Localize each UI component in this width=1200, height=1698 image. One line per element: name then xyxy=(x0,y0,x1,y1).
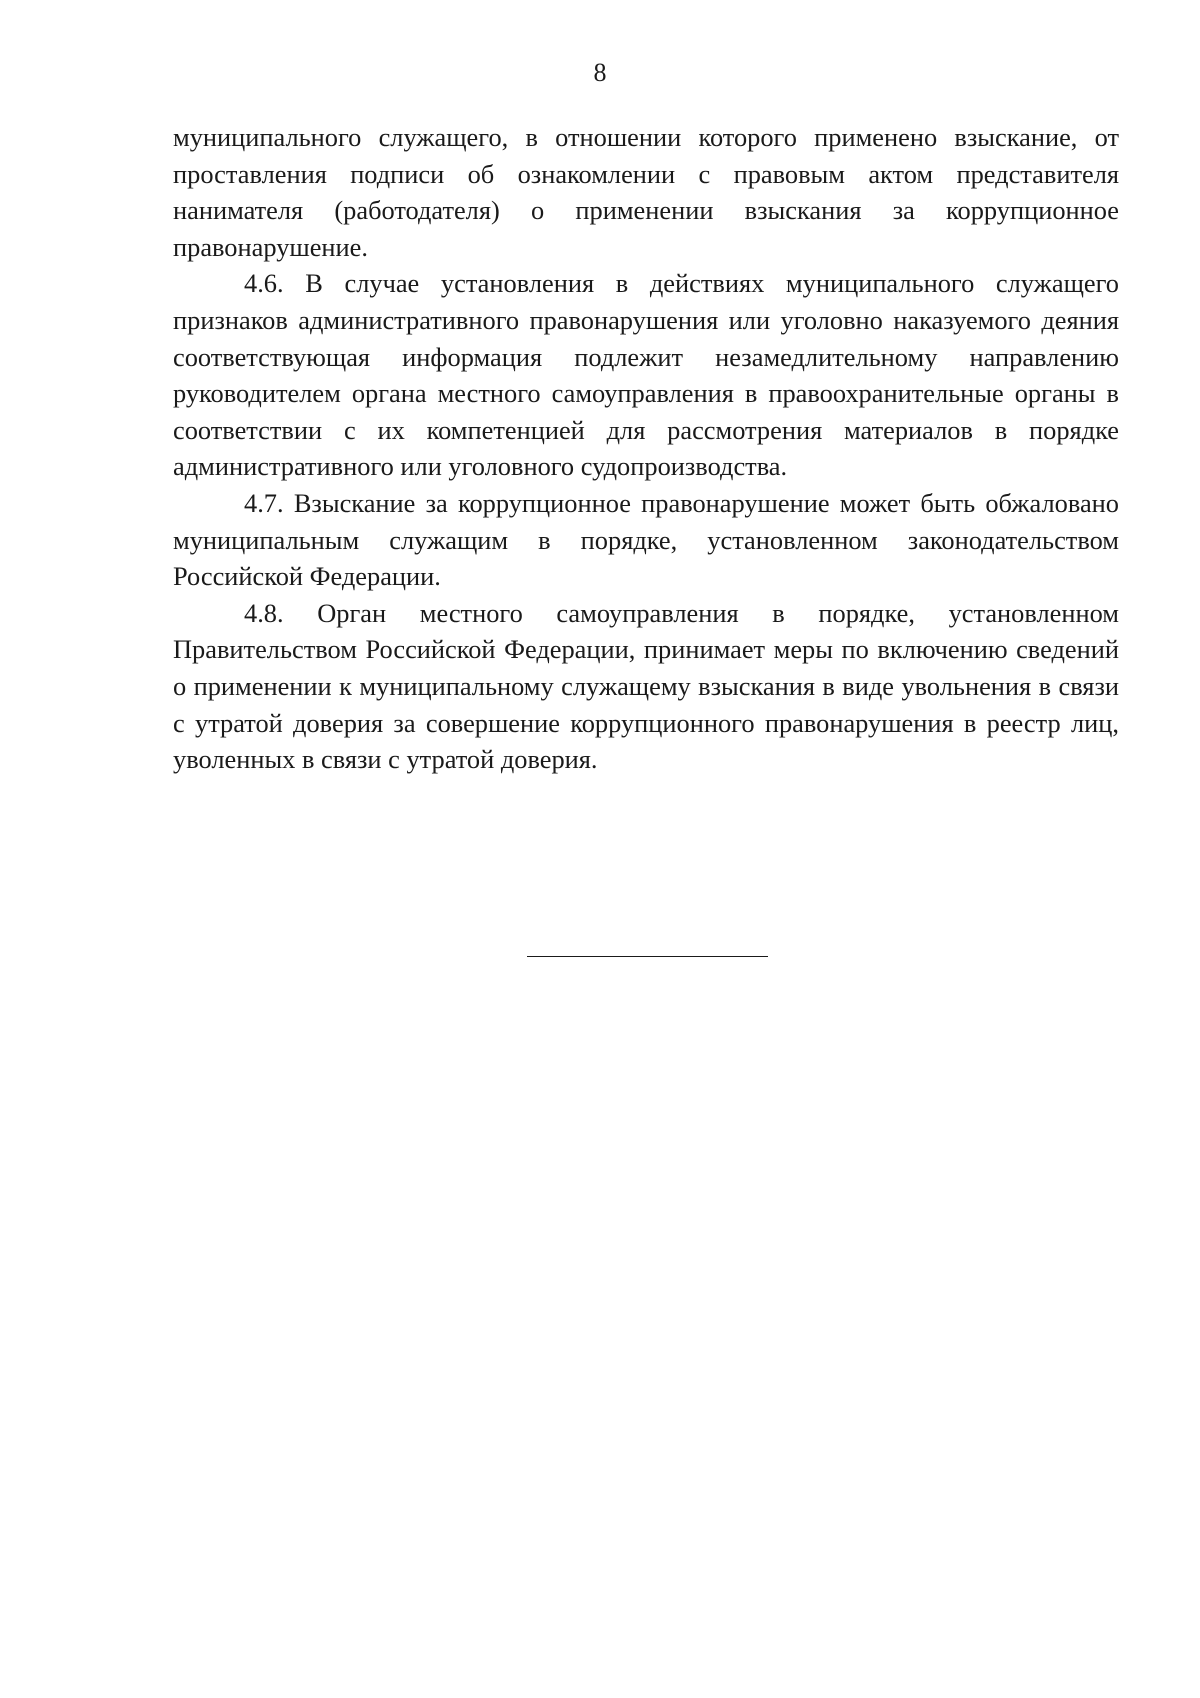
end-of-document-rule xyxy=(527,956,768,957)
document-body xyxy=(173,119,1119,778)
paragraph-4-8: 4.8. Орган местного самоуправления в порядке, установленном Правительством Российской Федерации, принимает меры по включению сведений о применении к муниципальному служащему взыскания в виде увольнения в связи с утратой доверия за совершение коррупционного правонарушения в реестр лиц, уволенных в связи с утратой доверия. xyxy=(173,597,1119,775)
page-number: 8 xyxy=(593,58,607,87)
paragraph-4-7: 4.7. Взыскание за коррупционное правонарушение может быть обжаловано муниципальным служащим в порядке, установленном законодательством Российской Федерации. xyxy=(173,487,1119,592)
paragraph-4-6: 4.6. В случае установления в действиях муниципального служащего признаков административного правонарушения или уголовно наказуемого деяния соответствующая информация подлежит незамедлительному направлению руководителем органа местного самоуправления в правоохранительные органы в соответствии с их компетенцией для рассмотрения материалов в порядке административного или уголовного судопроизводства. xyxy=(173,268,1119,482)
paragraph-continuation: муниципального служащего, в отношении которого применено взыскание, от проставления подписи об ознакомлении с правовым актом представителя нанимателя (работодателя) о применении взыскания за коррупционное правонарушение. xyxy=(173,122,1119,262)
